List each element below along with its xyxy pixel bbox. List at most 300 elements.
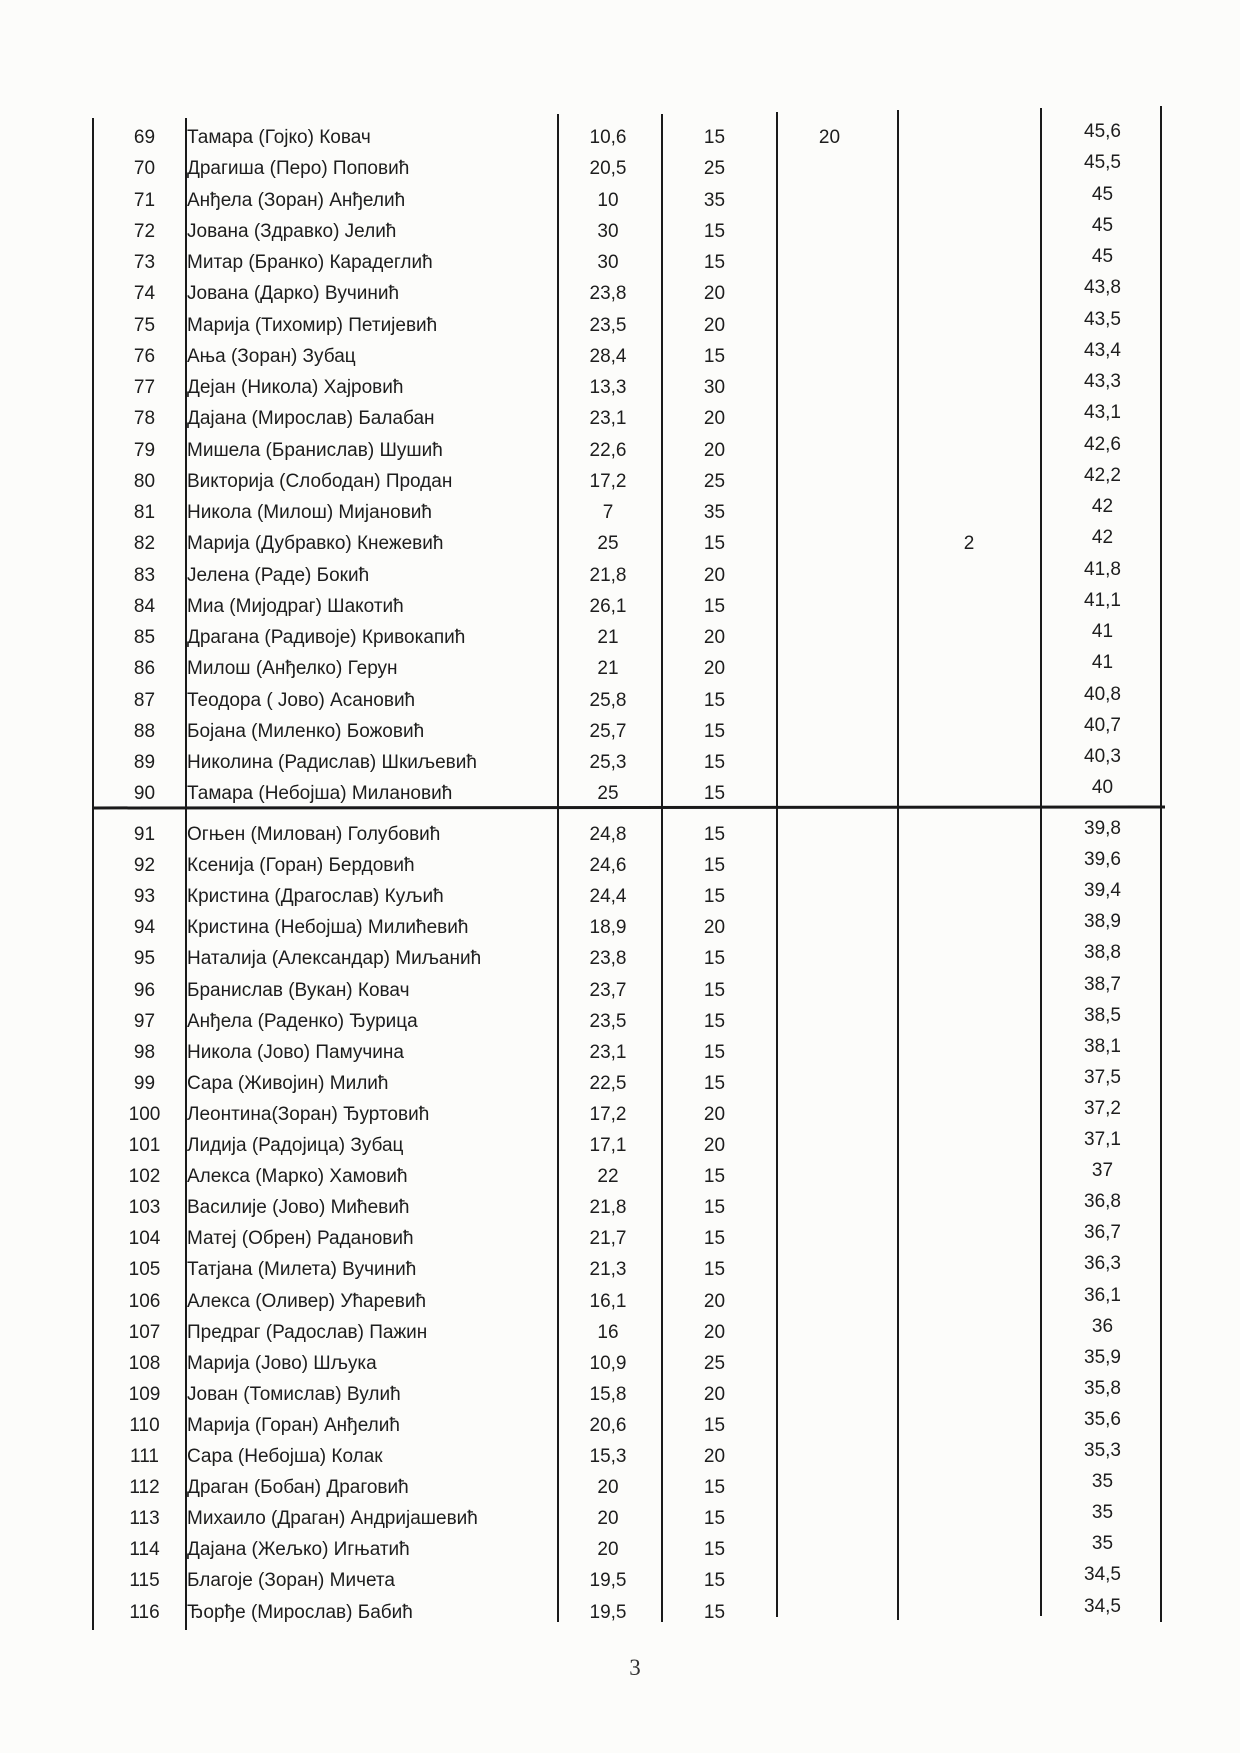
score-b: 15 (703, 1073, 726, 1094)
score-d (900, 1254, 1038, 1285)
score-a: 23,5 (589, 315, 627, 336)
score-d (900, 122, 1038, 153)
score-d (900, 1068, 1038, 1099)
table-row (0, 1597, 1240, 1628)
score-c (777, 1099, 882, 1130)
score-c (777, 153, 882, 184)
student-name: Марија (Тихомир) Петијевић (187, 315, 438, 336)
score-c (777, 912, 882, 943)
score-d (900, 1472, 1038, 1503)
score-d (900, 912, 1038, 943)
score-b: 20 (703, 1322, 726, 1343)
score-c (777, 622, 882, 653)
row-number: 73 (133, 252, 156, 273)
score-d (900, 1161, 1038, 1192)
score-a: 30 (597, 252, 619, 273)
student-name: Марија (Јово) Шљука (187, 1353, 377, 1374)
student-name: Михаило (Драган) Андријашевић (187, 1508, 478, 1529)
score-b: 30 (703, 377, 726, 398)
total-score: 41,1 (1084, 590, 1121, 611)
score-d (900, 1286, 1038, 1317)
row-number: 98 (133, 1042, 156, 1063)
row-number: 78 (133, 408, 156, 429)
score-c (777, 278, 882, 309)
score-d (900, 1317, 1038, 1348)
total-score: 34,5 (1084, 1596, 1121, 1617)
row-number: 77 (133, 377, 156, 398)
score-d (900, 653, 1038, 684)
student-name: Миа (Мијодраг) Шакотић (187, 596, 404, 617)
score-c (777, 1534, 882, 1565)
row-number: 89 (133, 752, 156, 773)
score-b: 35 (703, 502, 726, 523)
row-number: 114 (129, 1539, 160, 1560)
score-d (900, 247, 1038, 278)
score-d (900, 1597, 1038, 1628)
score-d (900, 497, 1038, 528)
score-c (777, 185, 882, 216)
score-a: 25,8 (589, 690, 627, 711)
student-name: Јована (Дарко) Вучинић (187, 283, 400, 304)
row-number: 74 (133, 283, 156, 304)
score-b: 20 (703, 440, 726, 461)
score-b: 20 (703, 283, 726, 304)
row-number: 105 (128, 1259, 161, 1280)
score-b: 20 (703, 1384, 726, 1405)
score-c (777, 1348, 882, 1379)
score-c (777, 1565, 882, 1596)
score-d (900, 850, 1038, 881)
score-a: 15,3 (589, 1446, 627, 1467)
score-a: 21,3 (589, 1259, 627, 1280)
score-b: 25 (703, 471, 726, 492)
total-score: 37,2 (1084, 1098, 1121, 1119)
row-number: 91 (133, 824, 156, 845)
total-score: 45 (1091, 246, 1114, 267)
score-c (777, 310, 882, 341)
score-a: 25 (597, 533, 619, 554)
score-c (777, 716, 882, 747)
row-number: 76 (133, 346, 156, 367)
row-number: 69 (133, 127, 156, 148)
student-name: Бојана (Миленко) Божовић (187, 721, 425, 742)
score-b: 15 (703, 252, 726, 273)
student-name: Јована (Здравко) Јелић (187, 221, 397, 242)
score-b: 15 (703, 1415, 726, 1436)
total-score: 35,9 (1084, 1347, 1121, 1368)
total-score: 38,9 (1084, 911, 1121, 932)
student-name: Благоје (Зоран) Мичета (187, 1570, 395, 1591)
score-d (900, 1006, 1038, 1037)
score-a: 20,5 (589, 158, 627, 179)
score-b: 15 (703, 1602, 726, 1623)
score-b: 15 (703, 783, 726, 804)
score-c (777, 435, 882, 466)
score-c (777, 778, 882, 809)
score-a: 20 (597, 1477, 619, 1498)
score-b: 15 (703, 1539, 726, 1560)
score-a: 15,8 (589, 1384, 627, 1405)
score-a: 23,8 (589, 283, 627, 304)
score-b: 15 (703, 1259, 726, 1280)
score-c (777, 1006, 882, 1037)
score-c (777, 747, 882, 778)
total-score: 43,8 (1084, 277, 1121, 298)
student-name: Јован (Томислав) Вулић (187, 1384, 401, 1405)
score-c (777, 819, 882, 850)
row-number: 88 (133, 721, 156, 742)
score-d (900, 435, 1038, 466)
score-d (900, 403, 1038, 434)
total-score: 41,8 (1084, 559, 1121, 580)
score-c (777, 881, 882, 912)
student-name: Драгиша (Перо) Поповић (187, 158, 410, 179)
student-name: Викторија (Слободан) Продан (187, 471, 453, 492)
score-d (900, 622, 1038, 653)
score-b: 15 (703, 221, 726, 242)
total-score: 35,3 (1084, 1440, 1121, 1461)
total-score: 37,1 (1084, 1129, 1121, 1150)
score-b: 15 (703, 346, 726, 367)
row-number: 72 (133, 221, 156, 242)
score-a: 23,1 (589, 1042, 627, 1063)
total-score: 39,8 (1084, 818, 1121, 839)
row-number: 87 (133, 690, 156, 711)
row-number: 116 (129, 1602, 160, 1623)
total-score: 45,6 (1084, 121, 1121, 142)
total-score: 40,7 (1084, 715, 1121, 736)
total-score: 35,8 (1084, 1378, 1121, 1399)
row-number: 99 (133, 1073, 156, 1094)
score-d (900, 341, 1038, 372)
score-c (777, 1286, 882, 1317)
total-score: 45 (1091, 184, 1114, 205)
score-a: 10,6 (589, 127, 627, 148)
score-c (777, 1472, 882, 1503)
score-b: 25 (703, 158, 726, 179)
student-name: Митар (Бранко) Карадеглић (187, 252, 433, 273)
score-c (777, 1223, 882, 1254)
score-d (900, 716, 1038, 747)
row-number: 106 (128, 1291, 161, 1312)
score-d (900, 372, 1038, 403)
row-number: 107 (128, 1322, 161, 1343)
score-c (777, 1254, 882, 1285)
row-number: 70 (133, 158, 156, 179)
table-row (0, 778, 1240, 809)
score-a: 21,8 (589, 565, 627, 586)
score-d (900, 591, 1038, 622)
score-a: 24,6 (589, 855, 627, 876)
student-name: Марија (Горан) Анђелић (187, 1415, 400, 1436)
score-a: 22 (597, 1166, 619, 1187)
score-d (900, 310, 1038, 341)
score-c (777, 497, 882, 528)
row-number: 71 (133, 190, 156, 211)
student-name: Лидија (Радојица) Зубац (187, 1135, 404, 1156)
score-a: 17,2 (589, 471, 627, 492)
score-d (900, 747, 1038, 778)
score-d (900, 1410, 1038, 1441)
score-b: 15 (703, 596, 726, 617)
score-d (900, 1565, 1038, 1596)
score-d (900, 153, 1038, 184)
score-b: 15 (703, 855, 726, 876)
student-name: Мишела (Бранислав) Шушић (187, 440, 443, 461)
score-c (777, 216, 882, 247)
score-c (777, 943, 882, 974)
score-a: 10,9 (589, 1353, 627, 1374)
score-d (900, 1037, 1038, 1068)
row-number: 112 (129, 1477, 160, 1498)
score-c (777, 975, 882, 1006)
row-number: 102 (128, 1166, 161, 1187)
row-number: 93 (133, 886, 156, 907)
row-number: 85 (133, 627, 156, 648)
score-b: 15 (703, 948, 726, 969)
score-d (900, 1099, 1038, 1130)
row-number: 92 (133, 855, 156, 876)
score-a: 26,1 (589, 596, 627, 617)
total-score: 42,2 (1084, 465, 1121, 486)
row-number: 110 (129, 1415, 160, 1436)
student-name: Милош (Анђелко) Герун (187, 658, 398, 679)
student-name: Сара (Небојша) Колак (187, 1446, 383, 1467)
score-d (900, 881, 1038, 912)
student-name: Марија (Дубравко) Кнежевић (187, 533, 444, 554)
score-b: 15 (703, 1166, 726, 1187)
score-b: 15 (703, 824, 726, 845)
student-name: Сара (Живојин) Милић (187, 1073, 389, 1094)
total-score: 42,6 (1084, 434, 1121, 455)
score-b: 15 (703, 721, 726, 742)
score-b: 15 (703, 1228, 726, 1249)
row-number: 108 (128, 1353, 161, 1374)
total-score: 36,8 (1084, 1191, 1121, 1212)
score-d: 2 (963, 533, 975, 554)
score-c (777, 1037, 882, 1068)
score-a: 19,5 (589, 1602, 627, 1623)
score-b: 15 (703, 127, 726, 148)
score-c (777, 591, 882, 622)
score-a: 20 (597, 1508, 619, 1529)
score-c (777, 1161, 882, 1192)
row-number: 94 (133, 917, 156, 938)
total-score: 36,3 (1084, 1253, 1121, 1274)
score-d (900, 1503, 1038, 1534)
score-c (777, 653, 882, 684)
row-number: 101 (128, 1135, 161, 1156)
total-score: 41 (1091, 621, 1114, 642)
student-name: Теодора ( Јово) Асановић (187, 690, 416, 711)
score-c (777, 560, 882, 591)
score-b: 20 (703, 565, 726, 586)
student-name: Кристина (Небојша) Милићевић (187, 917, 469, 938)
score-b: 35 (703, 190, 726, 211)
page-number: 3 (629, 1655, 641, 1680)
row-number: 83 (133, 565, 156, 586)
score-a: 23,1 (589, 408, 627, 429)
total-score: 43,5 (1084, 309, 1121, 330)
total-score: 35 (1091, 1533, 1114, 1554)
row-number: 79 (133, 440, 156, 461)
total-score: 43,3 (1084, 371, 1121, 392)
score-a: 21,8 (589, 1197, 627, 1218)
total-score: 45,5 (1084, 152, 1121, 173)
total-score: 36,1 (1084, 1285, 1121, 1306)
score-d (900, 278, 1038, 309)
score-d (900, 216, 1038, 247)
score-b: 15 (703, 1508, 726, 1529)
student-name: Дајана (Мирослав) Балабан (187, 408, 435, 429)
row-number: 86 (133, 658, 156, 679)
row-number: 81 (133, 502, 156, 523)
score-d (900, 685, 1038, 716)
score-c (777, 1317, 882, 1348)
student-name: Василије (Јово) Мићевић (187, 1197, 410, 1218)
total-score: 37 (1091, 1160, 1114, 1181)
score-d (900, 1192, 1038, 1223)
score-b: 15 (703, 533, 726, 554)
score-a: 18,9 (589, 917, 627, 938)
score-a: 10 (597, 190, 619, 211)
row-number: 96 (133, 980, 156, 1001)
score-b: 20 (703, 627, 726, 648)
score-a: 21 (597, 658, 619, 679)
student-name: Алекса (Марко) Хамовић (187, 1166, 408, 1187)
score-d (900, 778, 1038, 809)
total-score: 35 (1091, 1471, 1114, 1492)
total-score: 38,5 (1084, 1005, 1121, 1026)
score-a: 21,7 (589, 1228, 627, 1249)
total-score: 38,8 (1084, 942, 1121, 963)
score-a: 25,7 (589, 721, 627, 742)
total-score: 43,4 (1084, 340, 1121, 361)
score-b: 20 (703, 1446, 726, 1467)
student-name: Татјана (Милета) Вучинић (187, 1259, 417, 1280)
row-number: 109 (128, 1384, 161, 1405)
score-c: 20 (818, 127, 841, 148)
score-c (777, 341, 882, 372)
total-score: 40 (1091, 777, 1114, 798)
score-a: 23,8 (589, 948, 627, 969)
total-score: 34,5 (1084, 1564, 1121, 1585)
total-score: 38,1 (1084, 1036, 1121, 1057)
score-d (900, 1441, 1038, 1472)
score-b: 20 (703, 1104, 726, 1125)
score-d (900, 185, 1038, 216)
row-number: 82 (133, 533, 156, 554)
total-score: 41 (1091, 652, 1114, 673)
total-score: 38,7 (1084, 974, 1121, 995)
score-c (777, 403, 882, 434)
student-name: Анђела (Зоран) Анђелић (187, 190, 406, 211)
student-name: Јелена (Раде) Бокић (187, 565, 370, 586)
score-b: 15 (703, 1042, 726, 1063)
student-name: Предраг (Радослав) Пажин (187, 1322, 428, 1343)
score-c (777, 372, 882, 403)
row-number: 111 (130, 1446, 159, 1467)
score-d (900, 943, 1038, 974)
score-c (777, 466, 882, 497)
row-number: 80 (133, 471, 156, 492)
student-name: Алекса (Оливер) Ућаревић (187, 1291, 427, 1312)
student-name: Николина (Радислав) Шкиљевић (187, 752, 477, 773)
score-d (900, 1348, 1038, 1379)
score-d (900, 1534, 1038, 1565)
score-b: 20 (703, 1291, 726, 1312)
total-score: 42 (1091, 527, 1114, 548)
score-a: 22,5 (589, 1073, 627, 1094)
score-b: 15 (703, 1570, 726, 1591)
score-a: 23,5 (589, 1011, 627, 1032)
score-d (900, 1379, 1038, 1410)
student-name: Анђела (Раденко) Ђурица (187, 1011, 418, 1032)
score-b: 15 (703, 690, 726, 711)
score-b: 25 (703, 1353, 726, 1374)
score-a: 20 (597, 1539, 619, 1560)
student-name: Леонтина(Зоран) Ђуртовић (187, 1104, 430, 1125)
score-a: 20,6 (589, 1415, 627, 1436)
total-score: 42 (1091, 496, 1114, 517)
score-a: 17,1 (589, 1135, 627, 1156)
score-c (777, 1441, 882, 1472)
student-name: Тамара (Небојша) Милановић (187, 783, 453, 804)
total-score: 43,1 (1084, 402, 1121, 423)
score-c (777, 528, 882, 559)
score-c (777, 1130, 882, 1161)
score-a: 23,7 (589, 980, 627, 1001)
row-number: 115 (129, 1570, 160, 1591)
score-a: 7 (602, 502, 614, 523)
score-a: 24,4 (589, 886, 627, 907)
total-score: 39,6 (1084, 849, 1121, 870)
score-b: 15 (703, 980, 726, 1001)
score-d (900, 1130, 1038, 1161)
score-a: 16 (597, 1322, 619, 1343)
score-a: 30 (597, 221, 619, 242)
student-name: Наталија (Александар) Миљанић (187, 948, 482, 969)
total-score: 35,6 (1084, 1409, 1121, 1430)
score-c (777, 1597, 882, 1628)
student-name: Дајана (Жељко) Игњатић (187, 1539, 410, 1560)
total-score: 36 (1091, 1316, 1114, 1337)
score-a: 22,6 (589, 440, 627, 461)
score-a: 17,2 (589, 1104, 627, 1125)
student-name: Тамара (Гојко) Ковач (187, 127, 371, 148)
student-name: Бранислав (Вукан) Ковач (187, 980, 410, 1001)
score-a: 19,5 (589, 1570, 627, 1591)
student-name: Ксенија (Горан) Бердовић (187, 855, 415, 876)
score-b: 20 (703, 315, 726, 336)
score-b: 15 (703, 1197, 726, 1218)
score-b: 20 (703, 1135, 726, 1156)
student-name: Ђорђе (Мирослав) Бабић (187, 1602, 413, 1623)
row-number: 84 (133, 596, 156, 617)
student-name: Матеј (Обрен) Радановић (187, 1228, 414, 1249)
total-score: 36,7 (1084, 1222, 1121, 1243)
row-number: 97 (133, 1011, 156, 1032)
score-a: 25,3 (589, 752, 627, 773)
row-number: 100 (128, 1104, 161, 1125)
score-c (777, 1068, 882, 1099)
student-name: Кристина (Драгослав) Куљић (187, 886, 444, 907)
student-name: Драган (Бобан) Драговић (187, 1477, 409, 1498)
total-score: 35 (1091, 1502, 1114, 1523)
score-c (777, 685, 882, 716)
score-a: 24,8 (589, 824, 627, 845)
row-number: 95 (133, 948, 156, 969)
